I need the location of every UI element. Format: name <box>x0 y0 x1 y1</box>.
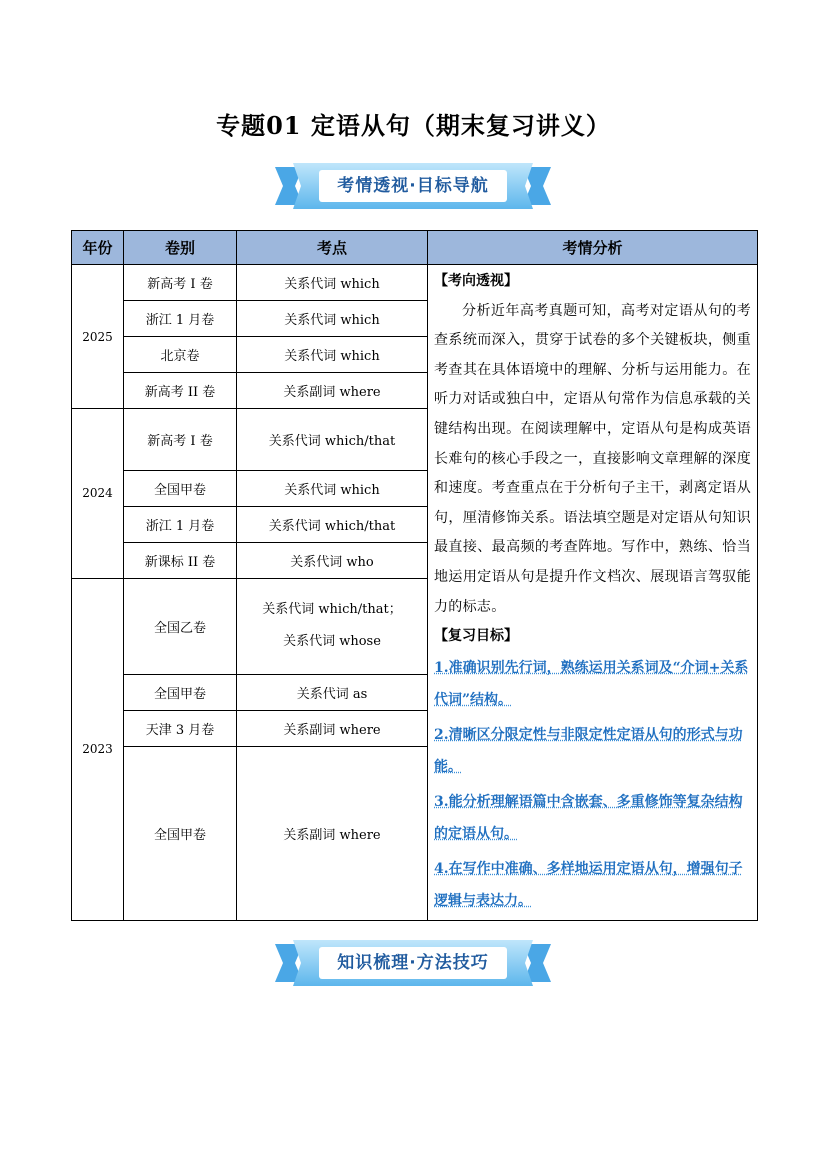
point-cell: 关系副词 where <box>237 746 428 920</box>
header-analysis: 考情分析 <box>428 231 758 265</box>
goals-heading: 【复习目标】 <box>434 628 518 645</box>
section-banner-exam-analysis <box>275 163 551 209</box>
point-cell: 关系代词 as <box>237 674 428 710</box>
analysis-heading: 【考向透视】 <box>434 273 518 289</box>
paper-cell: 浙江 1 月卷 <box>124 301 237 337</box>
section-banner-knowledge <box>275 940 551 986</box>
point-cell: 关系副词 where <box>237 373 428 409</box>
analysis-cell <box>428 265 758 921</box>
header-paper: 卷别 <box>124 231 237 265</box>
paper-cell: 新课标 II 卷 <box>124 542 237 578</box>
goal-item: 2.清晰区分限定性与非限定性定语从句的形式与功能。 <box>434 726 743 775</box>
paper-cell: 天津 3 月卷 <box>124 710 237 746</box>
paper-cell: 新高考 I 卷 <box>124 409 237 471</box>
point-cell: 关系代词 which <box>237 337 428 373</box>
table-header-row <box>72 231 758 265</box>
point-cell: 关系代词 which <box>237 265 428 301</box>
table-row <box>72 265 758 301</box>
paper-cell: 浙江 1 月卷 <box>124 506 237 542</box>
point-cell: 关系代词 which <box>237 470 428 506</box>
header-point: 考点 <box>237 231 428 265</box>
goal-item: 4.在写作中准确、多样地运用定语从句，增强句子逻辑与表达力。 <box>434 860 743 909</box>
paper-cell: 全国甲卷 <box>124 470 237 506</box>
paper-cell: 全国乙卷 <box>124 578 237 674</box>
header-year: 年份 <box>72 231 124 265</box>
goal-item: 3.能分析理解语篇中含嵌套、多重修饰等复杂结构的定语从句。 <box>434 793 743 842</box>
page-title: 专题01 定语从句（期末复习讲义） <box>216 111 611 140</box>
paper-cell: 全国甲卷 <box>124 746 237 920</box>
paper-cell: 新高考 II 卷 <box>124 373 237 409</box>
goal-item: 1.准确识别先行词，熟练运用关系词及“介词+关系代词”结构。 <box>434 659 749 708</box>
paper-cell: 北京卷 <box>124 337 237 373</box>
year-cell: 2023 <box>72 578 124 920</box>
point-line: 关系代词 which/that； <box>262 602 402 618</box>
point-cell: 关系代词 which/that <box>237 506 428 542</box>
exam-analysis-table <box>71 230 758 921</box>
year-cell: 2024 <box>72 409 124 579</box>
year-cell: 2025 <box>72 265 124 409</box>
paper-cell: 新高考 I 卷 <box>124 265 237 301</box>
banner-title: 知识梳理·方法技巧 <box>337 953 489 973</box>
point-cell <box>237 578 428 674</box>
point-cell: 关系代词 who <box>237 542 428 578</box>
point-line: 关系代词 whose <box>283 634 381 650</box>
point-cell: 关系代词 which <box>237 301 428 337</box>
analysis-paragraph: 分析近年高考真题可知，高考对定语从句的考查系统而深入，贯穿于试卷的多个关键板块，侧重考查其在具体语境中的理解、分析与运用能力。在听力对话或独白中，定语从句常作为信息承载的关键结构出现。在阅读理解中，定语从句是构成英语长难句的核心手段之一，直接影响文章理解的深度和速度。考查重点在于分析句子主干，剥离定语从句，厘清修饰关系。语法填空题是对定语从句知识最直接、最高频的考查阵地。写作中，熟练、恰当地运用定语从句是提升作文档次、展现语言驾驭能力的标志。 <box>434 302 751 615</box>
paper-cell: 全国甲卷 <box>124 674 237 710</box>
point-cell: 关系副词 where <box>237 710 428 746</box>
point-cell: 关系代词 which/that <box>237 409 428 471</box>
banner-title: 考情透视·目标导航 <box>337 176 489 196</box>
